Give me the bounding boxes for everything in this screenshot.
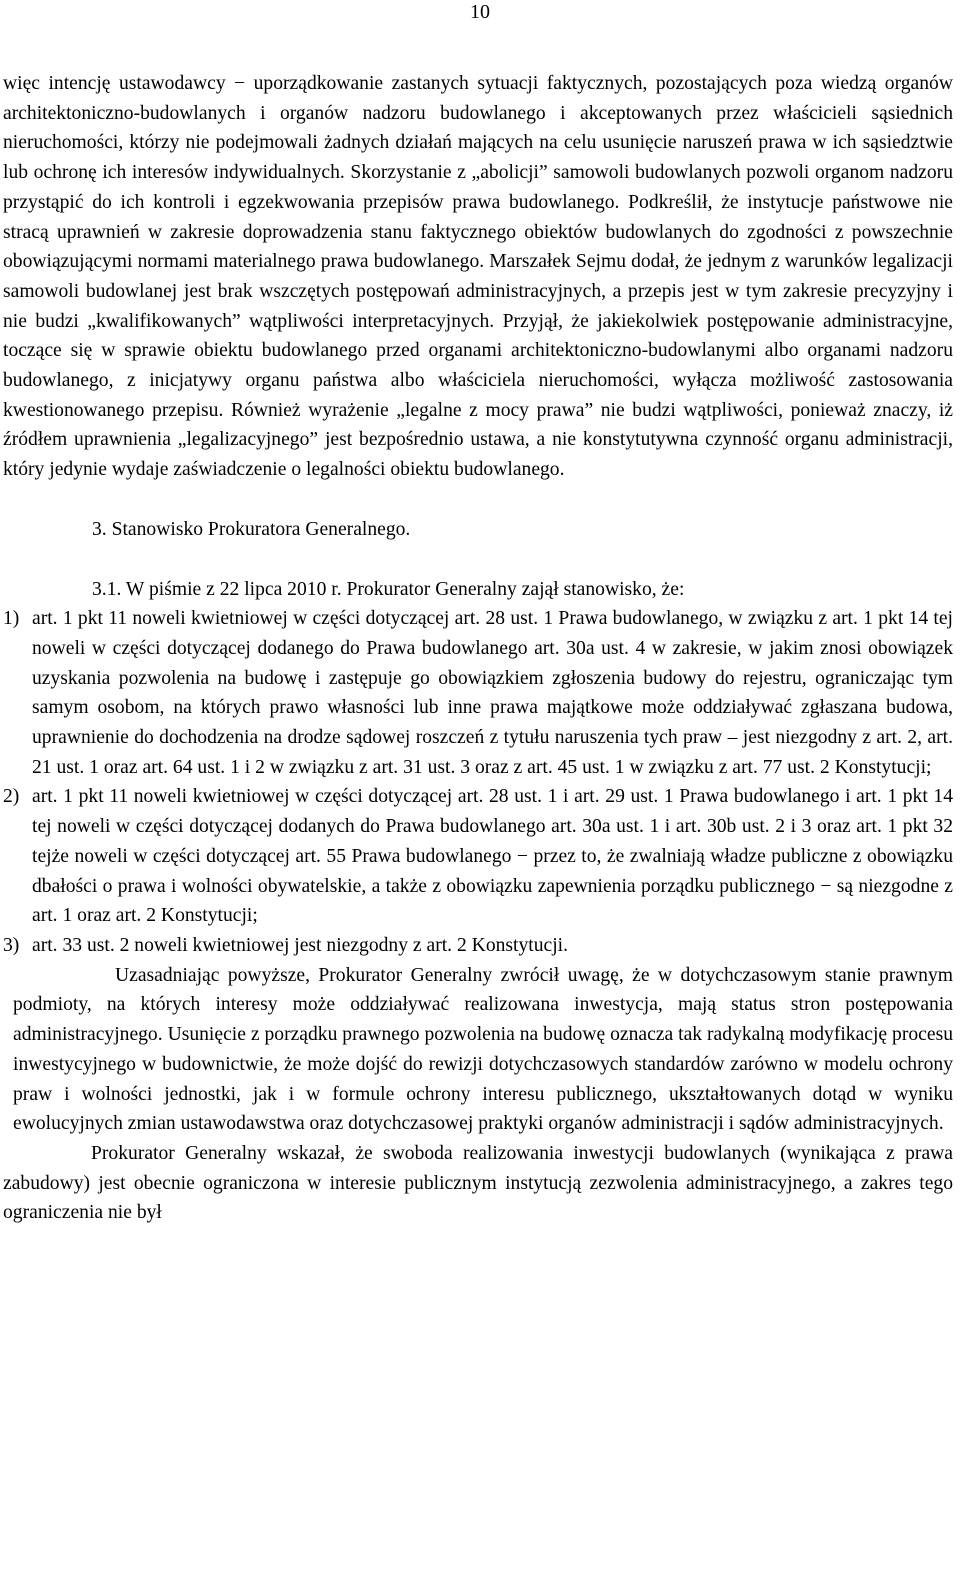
- list-item-text: art. 33 ust. 2 noweli kwietniowej jest niezgodny z art. 2 Konstytucji.: [32, 934, 569, 956]
- list-item-text: art. 1 pkt 11 noweli kwietniowej w części dotyczącej art. 28 ust. 1 Prawa budowlanego, w związku z art. 1 pkt 14 tej noweli w części dotyczącej dodanego do Prawa budowlanego art. 30a ust. 4 w zakresie, w jakim znosi obowiązek uzyskania pozwolenia na budowę i zastępuje go obowiązkiem zgłoszenia budowy do rejestru, ograniczając tym samym osobom, na których prawo własności lub inne prawa majątkowe może oddziaływać zgłaszana budowa, uprawnienie do dochodzenia na drodze sądowej roszczeń z tytułu naruszenia tych praw – jest niezgodny z art. 2, art. 21 ust. 1 oraz art. 64 ust. 1 i 2 w związku z art. 31 ust. 3 oraz z art. 45 ust. 1 w związku z art. 77 ust. 2 Konstytucji;: [32, 608, 953, 778]
- list-item-number: 1): [3, 608, 20, 630]
- list-item: [3, 604, 953, 782]
- list-item: [3, 931, 953, 961]
- paragraph-1: więc intencję ustawodawcy − uporządkowanie zastanych sytuacji faktycznych, pozostających poza wiedzą organów architektoniczno-budowlanych i organów nadzoru budowlanego i akceptowanych przez właścicieli sąsiednich nieruchomości, którzy nie podejmowali żadnych działań mających na celu usunięcie naruszeń prawa w ich sąsiedztwie lub ochronę ich interesów indywidualnych. Skorzystanie z „abolicji” samowoli budowlanych pozwoli organom nadzoru przystąpić do ich kontroli i egzekwowania przepisów prawa budowlanego. Podkreślił, że instytucje państwowe nie stracą uprawnień w zakresie doprowadzenia stanu faktycznego obiektów budowlanych do zgodności z powszechnie obowiązującymi normami materialnego prawa budowlanego. Marszałek Sejmu dodał, że jednym z warunków legalizacji samowoli budowlanej jest brak wszczętych postępowań administracyjnych, a przepis jest w tym zakresie precyzyjny i nie budzi „kwalifikowanych” wątpliwości interpretacyjnych. Przyjął, że jakiekolwiek postępowanie administracyjne, toczące się w sprawie obiektu budowlanego przed organami architektoniczno-budowlanymi albo organami nadzoru budowlanego, z inicjatywy organu państwa albo właściciela nieruchomości, wyłącza możliwość zastosowania kwestionowanego przepisu. Również wyrażenie „legalne z mocy prawa” nie budzi wątpliwości, ponieważ znaczy, iż źródłem uprawnienia „legalizacyjnego” jest bezpośrednio ustawa, a nie konstytutywna czynność organu administracji, który jedynie wydaje zaświadczenie o legalności obiektu budowlanego.: [3, 73, 953, 481]
- list-item-text: art. 1 pkt 11 noweli kwietniowej w części dotyczącej art. 28 ust. 1 i art. 29 ust. 1 Prawa budowlanego i art. 1 pkt 14 tej noweli w części dotyczącej dodanych do Prawa budowlanego art. 30a ust. 1 i art. 30b ust. 2 i 3 oraz art. 1 pkt 32 tejże noweli w części dotyczącej art. 55 Prawa budowlanego − przez to, że zwalniają władze publiczne z obowiązku dbałości o prawa i wolności obywatelskie, a także z obowiązku zapewnienia porządku publicznego − są niezgodne z art. 1 oraz art. 2 Konstytucji;: [32, 786, 953, 927]
- section-heading: 3. Stanowisko Prokuratora Generalnego.: [92, 518, 411, 540]
- paragraph-2: Uzasadniając powyższe, Prokurator Generalny zwrócił uwagę, że w dotychczasowym stanie prawnym podmioty, na których interesy może oddziaływać realizowana inwestycja, mają status stron postępowania administracyjnego. Usunięcie z porządku prawnego pozwolenia na budowę oznacza tak radykalną modyfikację procesu inwestycyjnego w budownictwie, że może dojść do rewizji dotychczasowych standardów zarówno w modelu ochrony praw i wolności jednostki, jak i w formule ochrony interesu publicznego, ukształtowanych dotąd w wyniku ewolucyjnych zmian ustawodawstwa oraz dotychczasowej praktyki organów administracji i sądów administracyjnych.: [13, 964, 953, 1135]
- list-item-number: 3): [3, 934, 20, 956]
- paragraph-3: Prokurator Generalny wskazał, że swoboda realizowania inwestycji budowlanych (wynikająca z prawa zabudowy) jest obecnie ograniczona w interesie publicznym instytucją zezwolenia administracyjnego, a zakres tego ograniczenia nie był: [3, 1142, 953, 1224]
- page-number: 10: [470, 1, 490, 23]
- subsection-heading: 3.1. W piśmie z 22 lipca 2010 r. Prokurator Generalny zajął stanowisko, że:: [92, 578, 685, 600]
- list-item-number: 2): [3, 786, 20, 808]
- list-item: [3, 782, 953, 931]
- document-body: [3, 69, 953, 1228]
